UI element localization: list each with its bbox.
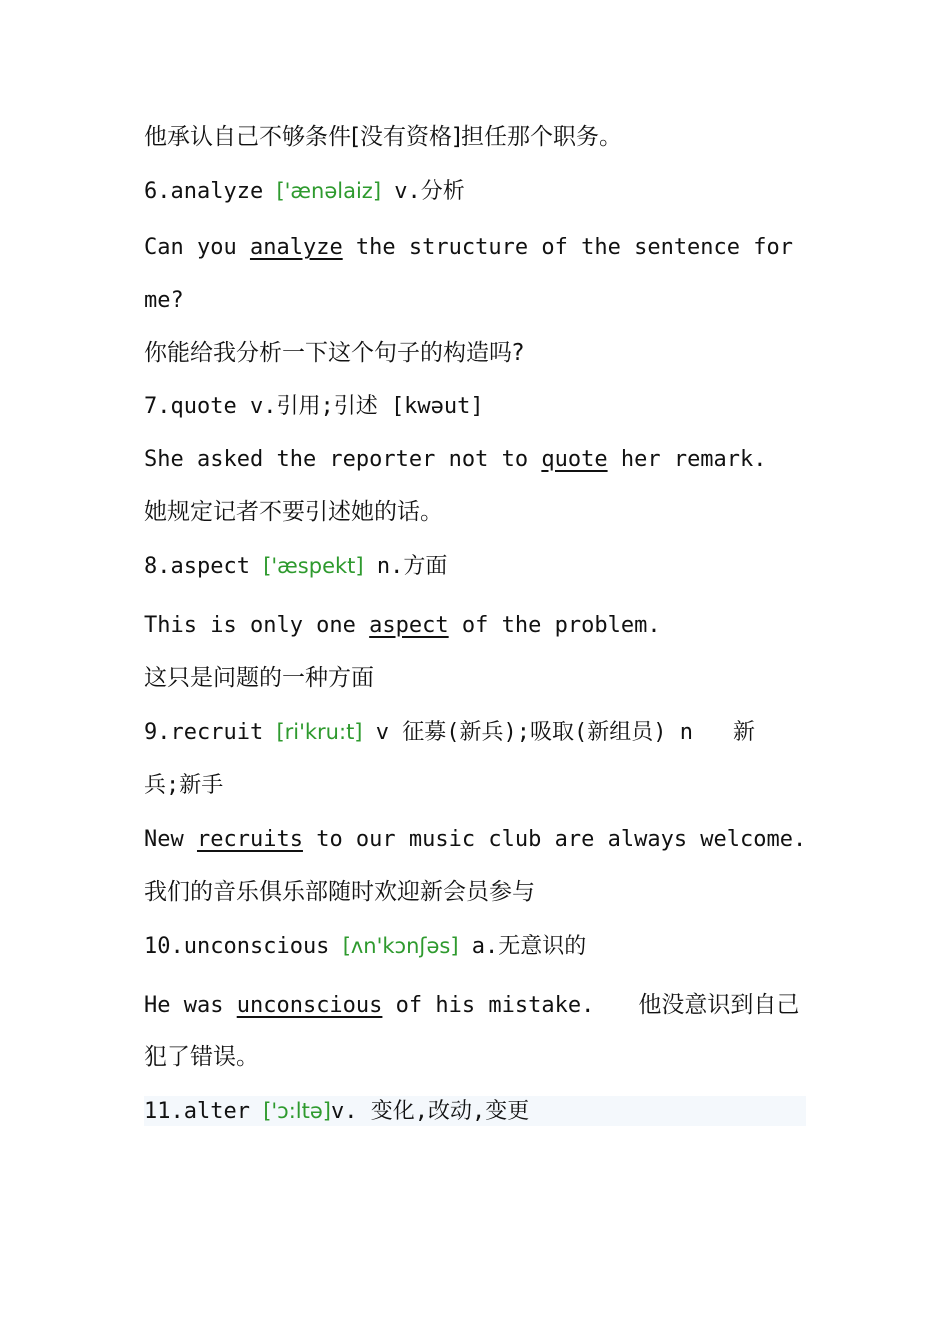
part-of-speech-meaning: n.方面 [363, 554, 448, 579]
example-text: This is only one [144, 613, 370, 638]
vocab-headword: 10.unconscious [144, 934, 343, 959]
vocab-headword: 11.alter [144, 1099, 264, 1124]
meaning-continued: 新 [732, 720, 755, 745]
example-sentence [144, 445, 767, 475]
example-sentence-continued: me? [144, 288, 184, 313]
example-sentence [144, 825, 806, 855]
example-text: the structure of the sentence for [342, 235, 794, 260]
phonetic: ['ɔ:ltə] [263, 1099, 331, 1123]
example-text: Can you [144, 235, 250, 260]
example-text: He was [144, 993, 237, 1018]
part-of-speech-meaning: v. 变化,改动,变更 [330, 1099, 530, 1124]
vocab-entry-alter [144, 1096, 529, 1127]
vocab-entry-quote: 7.quote v.引用;引述 [kwəut] [144, 394, 484, 419]
example-text: of his mistake. [382, 993, 595, 1018]
sentence-translation: 他承认自己不够条件[没有资格]担任那个职务。 [144, 124, 622, 150]
example-sentence [144, 990, 799, 1021]
vocab-entry-aspect [144, 551, 447, 582]
example-translation-inline: 他没意识到自己 [638, 992, 800, 1018]
underlined-keyword: unconscious [236, 993, 383, 1018]
phonetic: ['ænəlaiz] [276, 179, 382, 203]
vocab-headword: 8.aspect [144, 554, 264, 579]
example-sentence [144, 233, 793, 263]
example-text: New [144, 827, 197, 852]
vocab-headword: 6.analyze [144, 179, 277, 204]
underlined-keyword: aspect [369, 613, 449, 638]
example-translation: 这只是问题的一种方面 [144, 665, 374, 691]
vocab-headword: 9.recruit [144, 720, 277, 745]
underlined-keyword: recruits [196, 827, 303, 852]
part-of-speech-meaning: v 征募(新兵);吸取(新组员) n [362, 720, 693, 745]
part-of-speech-meaning: v.分析 [381, 179, 465, 204]
example-translation: 你能给我分析一下这个句子的构造吗? [144, 340, 525, 366]
example-translation: 我们的音乐俱乐部随时欢迎新会员参与 [144, 879, 535, 905]
underlined-keyword: quote [541, 447, 608, 472]
vocab-entry-continued: 兵;新手 [144, 773, 224, 798]
example-translation-continued: 犯了错误。 [144, 1044, 259, 1070]
example-text: of the problem. [448, 613, 661, 638]
example-translation: 她规定记者不要引述她的话。 [144, 499, 443, 525]
example-sentence [144, 611, 661, 641]
vocab-entry-recruit [144, 717, 755, 748]
part-of-speech-meaning: a.无意识的 [458, 934, 587, 959]
phonetic: [ri'kru:t] [276, 720, 363, 744]
underlined-keyword: analyze [249, 235, 343, 260]
phonetic: ['æspekt] [263, 554, 364, 578]
example-text: to our music club are always welcome. [302, 827, 807, 852]
example-text: She asked the reporter not to [144, 447, 542, 472]
phonetic: [ʌn'kɔnʃəs] [342, 934, 459, 958]
example-text: her remark. [607, 447, 767, 472]
vocab-entry-unconscious [144, 931, 586, 962]
vocab-entry-analyze [144, 176, 465, 207]
